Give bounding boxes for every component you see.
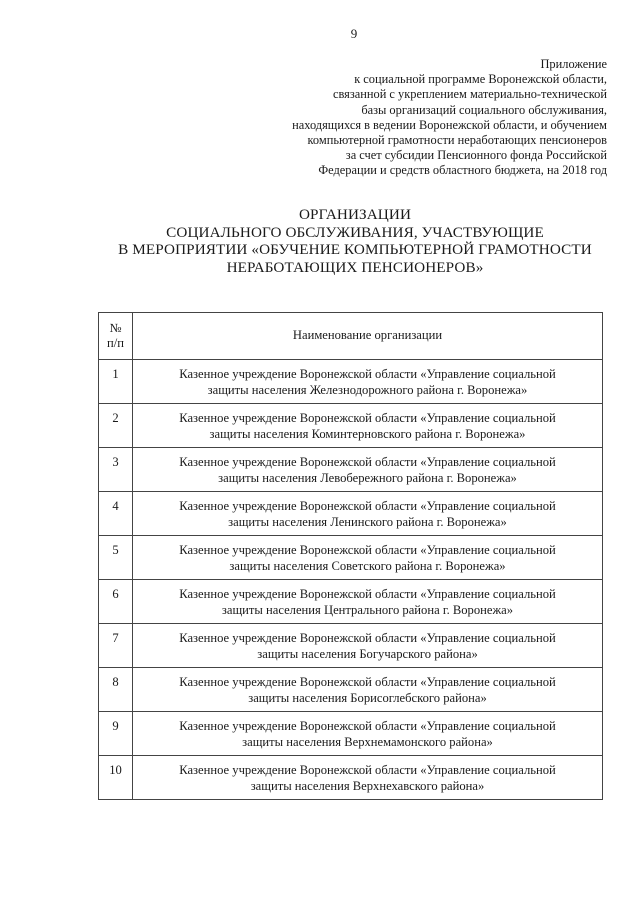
organization-name-line: Казенное учреждение Воронежской области «Управление социальной bbox=[179, 499, 556, 513]
table-row bbox=[99, 360, 603, 404]
organization-name-line: защиты населения Железнодорожного района г. Воронежа» bbox=[207, 382, 528, 397]
organization-name-line: защиты населения Верхнемамонского района» bbox=[242, 734, 493, 749]
appendix-note bbox=[267, 57, 607, 179]
table-row bbox=[99, 448, 603, 492]
appendix-line: Приложение bbox=[540, 57, 607, 71]
organization-name-line: Казенное учреждение Воронежской области «Управление социальной bbox=[179, 631, 556, 645]
appendix-line: находящихся в ведении Воронежской области, и обучением bbox=[292, 117, 607, 132]
appendix-line: компьютерной грамотности неработающих пенсионеров bbox=[307, 133, 607, 148]
header-number: № п/п bbox=[99, 313, 133, 360]
row-number: 4 bbox=[99, 492, 133, 536]
appendix-line: Федерации и средств областного бюджета, на 2018 год bbox=[318, 163, 607, 178]
organization-name-line: Казенное учреждение Воронежской области «Управление социальной bbox=[179, 367, 556, 381]
row-number: 5 bbox=[99, 536, 133, 580]
table-row bbox=[99, 580, 603, 624]
organization-name-line: Казенное учреждение Воронежской области «Управление социальной bbox=[179, 455, 556, 469]
table-header-row bbox=[99, 313, 603, 360]
row-number: 7 bbox=[99, 624, 133, 668]
organization-name bbox=[133, 360, 603, 404]
row-number: 1 bbox=[99, 360, 133, 404]
table-row bbox=[99, 536, 603, 580]
header-organization-name: Наименование организации bbox=[133, 313, 603, 360]
document-title bbox=[60, 206, 640, 276]
organization-name-line: Казенное учреждение Воронежской области «Управление социальной bbox=[179, 675, 556, 689]
organization-name-line: Казенное учреждение Воронежской области «Управление социальной bbox=[179, 411, 556, 425]
organization-name bbox=[133, 536, 603, 580]
title-line: ОРГАНИЗАЦИИ bbox=[298, 206, 412, 223]
page-number: 9 bbox=[350, 26, 358, 41]
title-line: В МЕРОПРИЯТИИ «ОБУЧЕНИЕ КОМПЬЮТЕРНОЙ ГРАМОТНОСТИ bbox=[118, 241, 592, 258]
table-row bbox=[99, 404, 603, 448]
organization-name bbox=[133, 668, 603, 712]
organization-name bbox=[133, 624, 603, 668]
table-row bbox=[99, 624, 603, 668]
appendix-line: базы организаций социального обслуживания, bbox=[361, 102, 607, 117]
row-number: 9 bbox=[99, 712, 133, 756]
organization-name bbox=[133, 712, 603, 756]
row-number: 3 bbox=[99, 448, 133, 492]
organizations-table bbox=[98, 312, 603, 800]
organization-name-line: защиты населения Коминтерновского района г. Воронежа» bbox=[209, 426, 526, 441]
table-row bbox=[99, 668, 603, 712]
organization-name bbox=[133, 448, 603, 492]
organization-name bbox=[133, 492, 603, 536]
organization-name-line: защиты населения Борисоглебского района» bbox=[248, 690, 487, 705]
appendix-line: к социальной программе Воронежской области, bbox=[354, 72, 607, 87]
organization-name-line: Казенное учреждение Воронежской области «Управление социальной bbox=[179, 763, 556, 777]
table-row bbox=[99, 492, 603, 536]
organization-name bbox=[133, 404, 603, 448]
row-number: 8 bbox=[99, 668, 133, 712]
table-row bbox=[99, 712, 603, 756]
organization-name-line: защиты населения Ленинского района г. Воронежа» bbox=[228, 514, 507, 529]
organization-name-line: Казенное учреждение Воронежской области «Управление социальной bbox=[179, 719, 556, 733]
title-line: СОЦИАЛЬНОГО ОБСЛУЖИВАНИЯ, УЧАСТВУЮЩИЕ bbox=[166, 223, 544, 241]
organization-name-line: защиты населения Левобережного района г. Воронежа» bbox=[218, 470, 517, 485]
row-number: 2 bbox=[99, 404, 133, 448]
table-body bbox=[99, 360, 603, 800]
row-number: 6 bbox=[99, 580, 133, 624]
organization-name bbox=[133, 756, 603, 800]
title-line: НЕРАБОТАЮЩИХ ПЕНСИОНЕРОВ» bbox=[226, 258, 484, 276]
organization-name-line: защиты населения Центрального района г. Воронежа» bbox=[221, 602, 514, 617]
appendix-line: за счет субсидии Пенсионного фонда Российской bbox=[345, 148, 607, 163]
organization-name-line: защиты населения Верхнехавского района» bbox=[250, 778, 485, 793]
organization-name bbox=[133, 580, 603, 624]
organization-name-line: защиты населения Советского района г. Воронежа» bbox=[229, 558, 506, 573]
organization-name-line: Казенное учреждение Воронежской области «Управление социальной bbox=[179, 587, 556, 601]
organization-name-line: защиты населения Богучарского района» bbox=[257, 646, 478, 661]
appendix-line: связанной с укреплением материально-технической bbox=[332, 87, 607, 102]
organization-name-line: Казенное учреждение Воронежской области «Управление социальной bbox=[179, 543, 556, 557]
row-number: 10 bbox=[99, 756, 133, 800]
table-row bbox=[99, 756, 603, 800]
